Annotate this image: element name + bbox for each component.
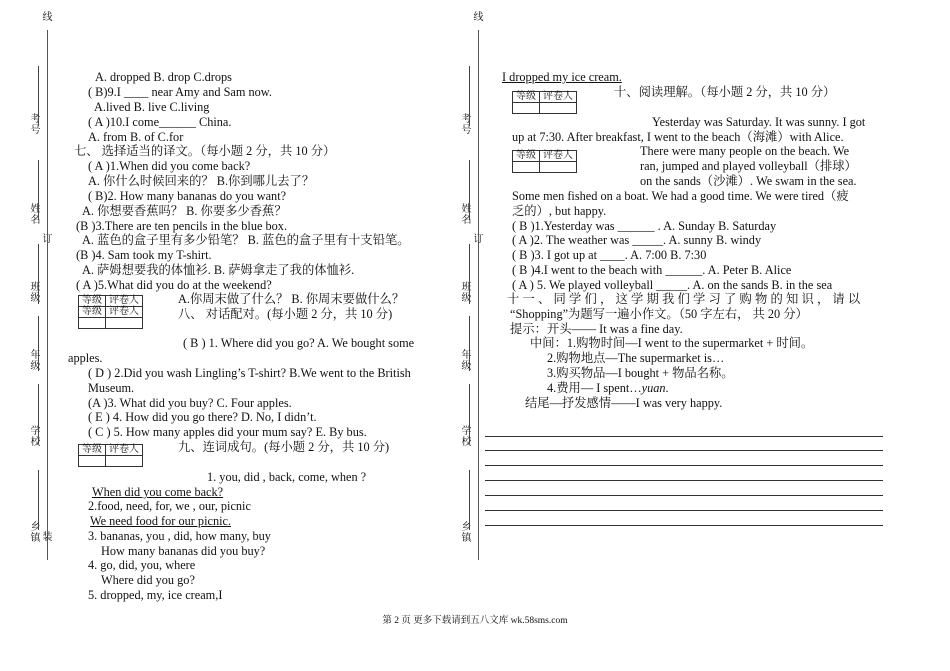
grader-blank (106, 318, 143, 329)
passage-line-5: on the sands（沙滩）. We swam in the sea. (640, 174, 857, 188)
passage-line-6: Some men fished on a boat. We had a good time. We were tired（疲 (512, 189, 849, 203)
gutter-class-blank (38, 244, 40, 304)
grade-blank (513, 162, 540, 173)
gutter-school-label: 学校 (30, 426, 41, 448)
grader-label: 评卷人 (540, 151, 577, 162)
grade-label: 等级 (79, 296, 106, 307)
s7-q1-options: A. 你什么时候回来的？ B.你到哪儿去了？ (88, 174, 315, 188)
grade-box-11 (512, 150, 577, 173)
passage-line-7: 乏的）, but happy. (512, 204, 607, 218)
s7-q3: (B )3.There are ten pencils in the blue box. (76, 219, 288, 233)
grader-blank (540, 162, 577, 173)
s8-m4: ( E ) 4. How did you go there? D. No, I didn’t. (88, 410, 317, 424)
s9-a3: How many bananas did you buy? (101, 544, 266, 558)
gutter-name-label: 姓名 (461, 204, 472, 226)
q9-options: A.lived B. live C.living (94, 100, 210, 114)
gutter-grade-label: 年级 (30, 350, 41, 372)
s7-q5: ( A )5.What did you do at the weekend? (76, 278, 272, 292)
writing-hint-2: 2.购物地点—The supermarket is… (547, 351, 725, 365)
gutter-school-blank (469, 384, 471, 444)
writing-hint: 提示：开头—— It was a fine day. (510, 322, 683, 336)
s9-w3: 3. bananas, you , did, how many, buy (88, 529, 271, 543)
gutter-school-blank (38, 384, 40, 444)
s8-m3: (A )3. What did you buy? C. Four apples. (88, 396, 292, 410)
gutter-rule (478, 30, 479, 560)
section-11-title-cont: “Shopping”为题写一遍小作文。（50 字左右， 共 20 分） (510, 307, 808, 321)
grade-label: 等级 (513, 151, 540, 162)
s9-w2: 2.food, need, for, we , our, picnic (88, 499, 251, 513)
passage-line-3: There were many people on the beach. We (640, 144, 850, 158)
grader-label: 评卷人 (106, 307, 143, 318)
writing-line[interactable] (485, 525, 883, 526)
gutter-class-blank (469, 244, 471, 304)
reading-q2: ( A )2. The weather was _____. A. sunny B. windy (512, 233, 762, 247)
s8-m2: ( D ) 2.Did you wash Lingling’s T-shirt? B.We went to the British (88, 366, 411, 380)
gutter-exam-no-label: 考号 (30, 114, 41, 136)
section-9-title: 九、连词成句。(每小题 2 分，共 10 分) (178, 440, 390, 454)
passage-line-4: ran, jumped and played volleyball（排球） (640, 159, 857, 173)
grader-label: 评卷人 (106, 445, 143, 456)
q9-question: ( B)9.I ____ near Amy and Sam now. (88, 85, 272, 99)
grade-blank (513, 103, 540, 114)
s9-w5: 5. dropped, my, ice cream,I (88, 588, 223, 602)
gutter-grade-blank (38, 316, 40, 371)
gutter-town-blank (469, 470, 471, 530)
section-11-title: 十一、同学们，这学期我们学习了购物的知识，请以 (507, 292, 864, 306)
reading-q1: ( B )1.Yesterday was ______ . A. Sunday B. Saturday (512, 219, 777, 233)
grade-label: 等级 (513, 92, 540, 103)
gutter-name-blank (38, 160, 40, 220)
gutter-exam-no-blank (469, 66, 471, 126)
gutter-school-label: 学校 (461, 426, 472, 448)
s7-q5-options: A.你周末做了什么？ B. 你周末要做什么？ (178, 292, 405, 306)
s9-w1: 1. you, did , back, come, when ? (207, 470, 367, 484)
grade-label: 等级 (79, 445, 106, 456)
reading-q3: ( B )3. I got up at ____. A. 7:00 B. 7:30 (512, 248, 707, 262)
grade-label: 等级 (79, 307, 106, 318)
reading-q4: ( B )4.I went to the beach with ______. A. Peter B. Alice (512, 263, 792, 277)
section-10-title: 十、阅读理解。（每小题 2 分，共 10 分） (614, 85, 836, 99)
q8-options: A. dropped B. drop C.drops (95, 70, 232, 84)
s8-m5: ( C ) 5. How many apples did your mum say? E. By bus. (88, 425, 367, 439)
gutter-town-blank (38, 470, 40, 530)
grade-box-10 (512, 91, 577, 114)
writing-hint-4-period: . (665, 381, 669, 395)
section-8-title: 八、 对话配对。(每小题 2 分，共 10 分) (178, 307, 393, 321)
grade-blank (79, 318, 106, 329)
s9-w4: 4. go, did, you, where (88, 558, 196, 572)
writing-line[interactable] (485, 436, 883, 437)
writing-line[interactable] (485, 480, 883, 481)
q10-options: A. from B. of C.for (88, 130, 184, 144)
s9-a2: We need food for our picnic. (90, 514, 232, 528)
s7-q1: ( A )1.When did you come back? (88, 159, 251, 173)
gutter-name-blank (469, 160, 471, 220)
gutter-ding-char: 订 (42, 234, 53, 245)
writing-line[interactable] (485, 510, 883, 511)
s9-a5: I dropped my ice cream. (502, 70, 622, 84)
grader-blank (106, 456, 143, 467)
gutter-class-label: 班级 (30, 282, 41, 304)
gutter-grade-label: 年级 (461, 350, 472, 372)
writing-hint-1: 中间：1.购物时间—I went to the supermarket + 时间。 (530, 336, 814, 350)
s8-m2-cont: Museum. (88, 381, 135, 395)
s7-q2-options: A. 你想要香蕉吗？ B. 你要多少香蕉？ (82, 204, 287, 218)
s7-q2: ( B)2. How many bananas do you want? (88, 189, 287, 203)
gutter-ding-char: 订 (473, 234, 484, 245)
passage-line-1: Yesterday was Saturday. It was sunny. I got (652, 115, 866, 129)
gutter-name-label: 姓名 (30, 204, 41, 226)
writing-line[interactable] (485, 450, 883, 451)
passage-line-2: up at 7:30. After breakfast, I went to the beach（海滩）with Alice. (512, 130, 844, 144)
gutter-rule (47, 30, 48, 560)
reading-q5: ( A ) 5. We played volleyball _____. A. on the sands B. in the sea (512, 278, 833, 292)
writing-hint-4 (547, 381, 669, 395)
gutter-line-char: 线 (42, 12, 53, 23)
s7-q4-options: A. 萨姆想要我的体恤衫. B. 萨姆拿走了我的体恤衫. (82, 263, 355, 277)
q10-question: ( A )10.I come______ China. (88, 115, 232, 129)
s7-q3-options: A. 蓝色的盒子里有多少铅笔？ B. 蓝色的盒子里有十支铅笔。 (82, 233, 410, 247)
s9-a1: When did you come back? (92, 485, 224, 499)
writing-line[interactable] (485, 465, 883, 466)
writing-line[interactable] (485, 495, 883, 496)
s8-m1: ( B ) 1. Where did you go? A. We bought some (183, 336, 415, 350)
s7-q4: (B )4. Sam took my T-shirt. (76, 248, 212, 262)
s8-m1-cont: apples. (68, 351, 103, 365)
gutter-grade-blank (469, 316, 471, 371)
writing-hint-4-unit: yuan (641, 381, 666, 395)
writing-hint-4-text: 4.费用— I spent… (547, 381, 642, 395)
writing-hint-3: 3.购买物品—I bought + 物品名称。 (547, 366, 734, 380)
gutter-line-char: 线 (473, 12, 484, 23)
grade-box-9 (78, 444, 143, 467)
writing-hint-end: 结尾—抒发感情——I was very happy. (525, 396, 723, 410)
grade-box-8 (78, 295, 143, 329)
gutter-zhuang-char: 装 (42, 532, 53, 543)
gutter-exam-no-blank (38, 66, 40, 126)
grader-label: 评卷人 (540, 92, 577, 103)
gutter-town-label: 乡镇 (461, 522, 472, 544)
grader-blank (540, 103, 577, 114)
section-7-title: 七、 选择适当的译文。（每小题 2 分，共 10 分） (74, 144, 336, 158)
s9-a4: Where did you go? (101, 573, 195, 587)
gutter-class-label: 班级 (461, 282, 472, 304)
gutter-town-label: 乡镇 (30, 522, 41, 544)
page-footer: 第 2 页 更多下载请到五八文库 wk.58sms.com (382, 616, 568, 626)
grade-blank (79, 456, 106, 467)
gutter-exam-no-label: 考号 (461, 114, 472, 136)
grader-label: 评卷人 (106, 296, 143, 307)
